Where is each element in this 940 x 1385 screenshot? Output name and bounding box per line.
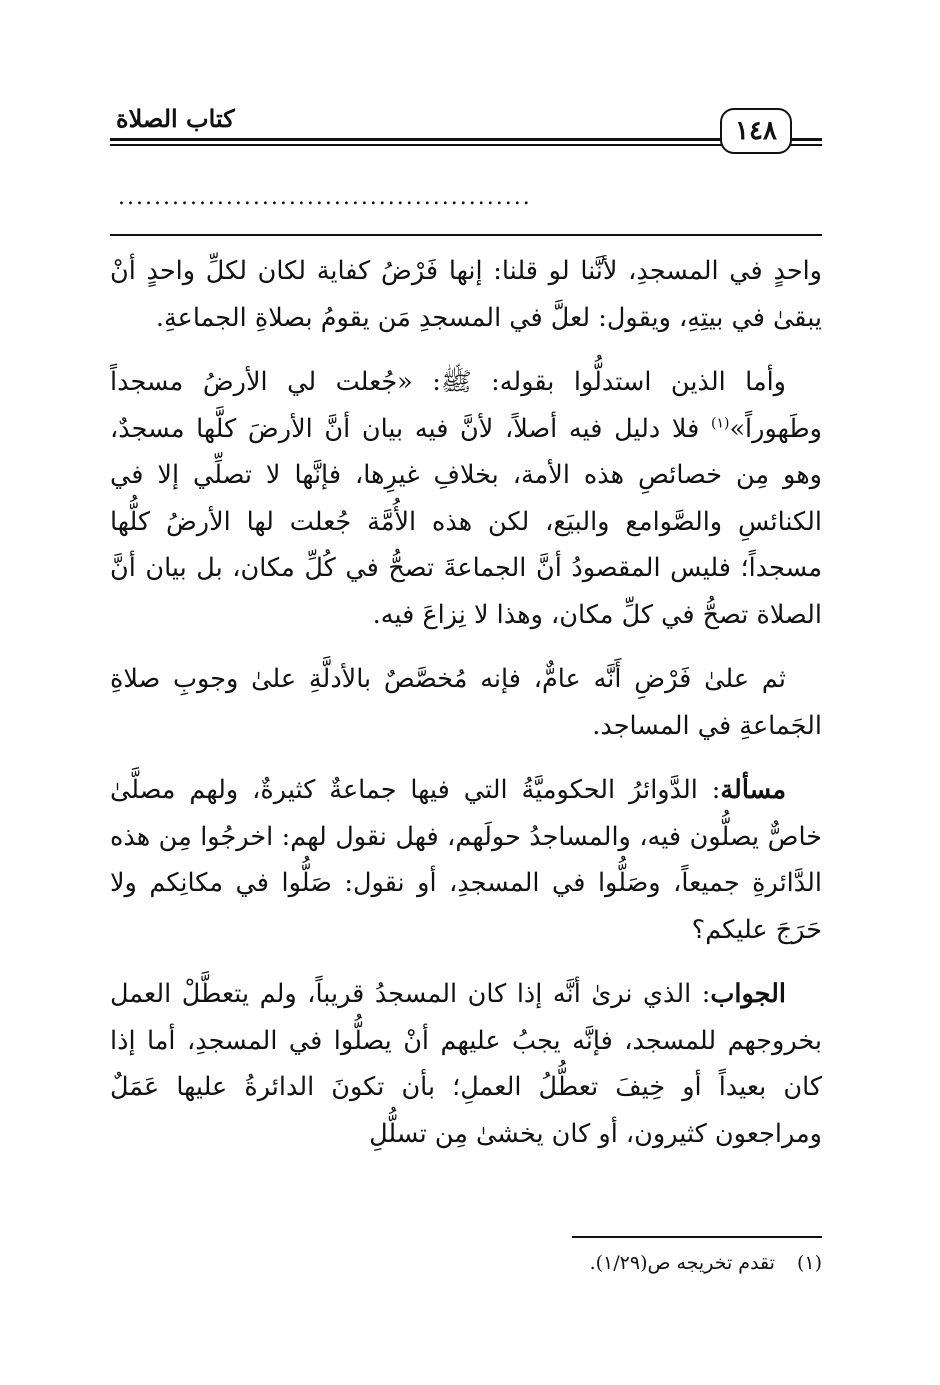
footnote-number: (١) xyxy=(796,1252,822,1274)
question-label: مسألة xyxy=(720,775,786,805)
paragraph-4 xyxy=(110,767,822,953)
paragraph-3: ثم علىٰ فَرْضِ أَنَّه عامٌّ، فإنه مُخصَّصٌ بالأدلَّةِ علىٰ وجوبِ صلاةِ الجَماعةِ في المساجد. xyxy=(110,664,822,741)
dotted-separator: .............................................. xyxy=(118,185,532,210)
paragraph-2-part-b: فلا دليل فيه أصلاً، لأنَّ فيه بيان أنَّ الأرضَ كلَّها مسجدٌ، وهو مِن خصائصِ هذه الأمة، بخلافِ غيرِها، فإنَّها لا تصلِّي إلا في الكنائسِ والصَّوامع والبيَع، لكن هذه الأُمَّة جُعلت لها الأرضُ كلُّها مسجداً؛ فليس المقصودُ أنَّ الجماعةَ تصحُّ في كُلِّ مكان، بل بيان أنَّ الصلاة تصحُّ في كلِّ مكان، وهذا لا نِزاعَ فيه. xyxy=(110,413,822,630)
book-title: كتاب الصلاة xyxy=(110,104,241,133)
page-number: ١٤٨ xyxy=(720,108,792,154)
header-rule xyxy=(110,138,822,141)
footnote-text: تقدم تخريجه ص(١/٢٩). xyxy=(589,1252,775,1274)
answer-text: : الذي نرىٰ أنَّه إذا كان المسجدُ قريباً، ولم يتعطَّلْ العمل بخروجهم للمسجد، فإنَّه يجبُ عليهم أنْ يصلُّوا في المسجدِ، أما إذا كان بعيداً أو خِيفَ تعطُّلُ العملِ؛ بأن تكونَ الدائرةُ عليها عَمَلٌ ومراجعون كثيرون، أو كان يخشىٰ مِن تسلُّلِ xyxy=(110,979,822,1149)
footnote-rule xyxy=(572,1236,822,1238)
footnote xyxy=(222,1248,822,1278)
paragraph-1: واحدٍ في المسجدِ، لأنَّنا لو قلنا: إنها فَرْضُ كفاية لكان لكلِّ واحدٍ أنْ يبقىٰ في بيتِهِ، ويقول: لعلَّ في المسجدِ مَن يقومُ بصلاةِ الجماعةِ. xyxy=(110,256,822,333)
page-header xyxy=(110,100,822,160)
question-text: : الدَّوائرُ الحكوميَّةُ التي فيها جماعةٌ كثيرةٌ، ولهم مصلَّىٰ خاصٌّ يصلُّون فيه، والمساجدُ حولَهم، فهل نقول لهم: اخرجُوا مِن هذه الدَّائرةِ جميعاً، وصَلُّوا في المسجدِ، أو نقول: صَلُّوا في مكانِكم ولا حَرَجَ عليكم؟ xyxy=(110,775,822,945)
answer-label: الجواب xyxy=(710,979,786,1009)
separator-rule xyxy=(110,234,822,236)
header-rule-thin xyxy=(110,144,822,146)
footnote-reference: (١) xyxy=(710,415,730,431)
paragraph-5 xyxy=(110,971,822,1157)
page-body xyxy=(110,248,822,1175)
paragraph-2-part-a: وأما الذين استدلُّوا بقوله: ﷺ: «جُعلت لي الأرضُ مسجداً وطَهوراً» xyxy=(110,367,822,444)
paragraph-2 xyxy=(110,359,822,638)
